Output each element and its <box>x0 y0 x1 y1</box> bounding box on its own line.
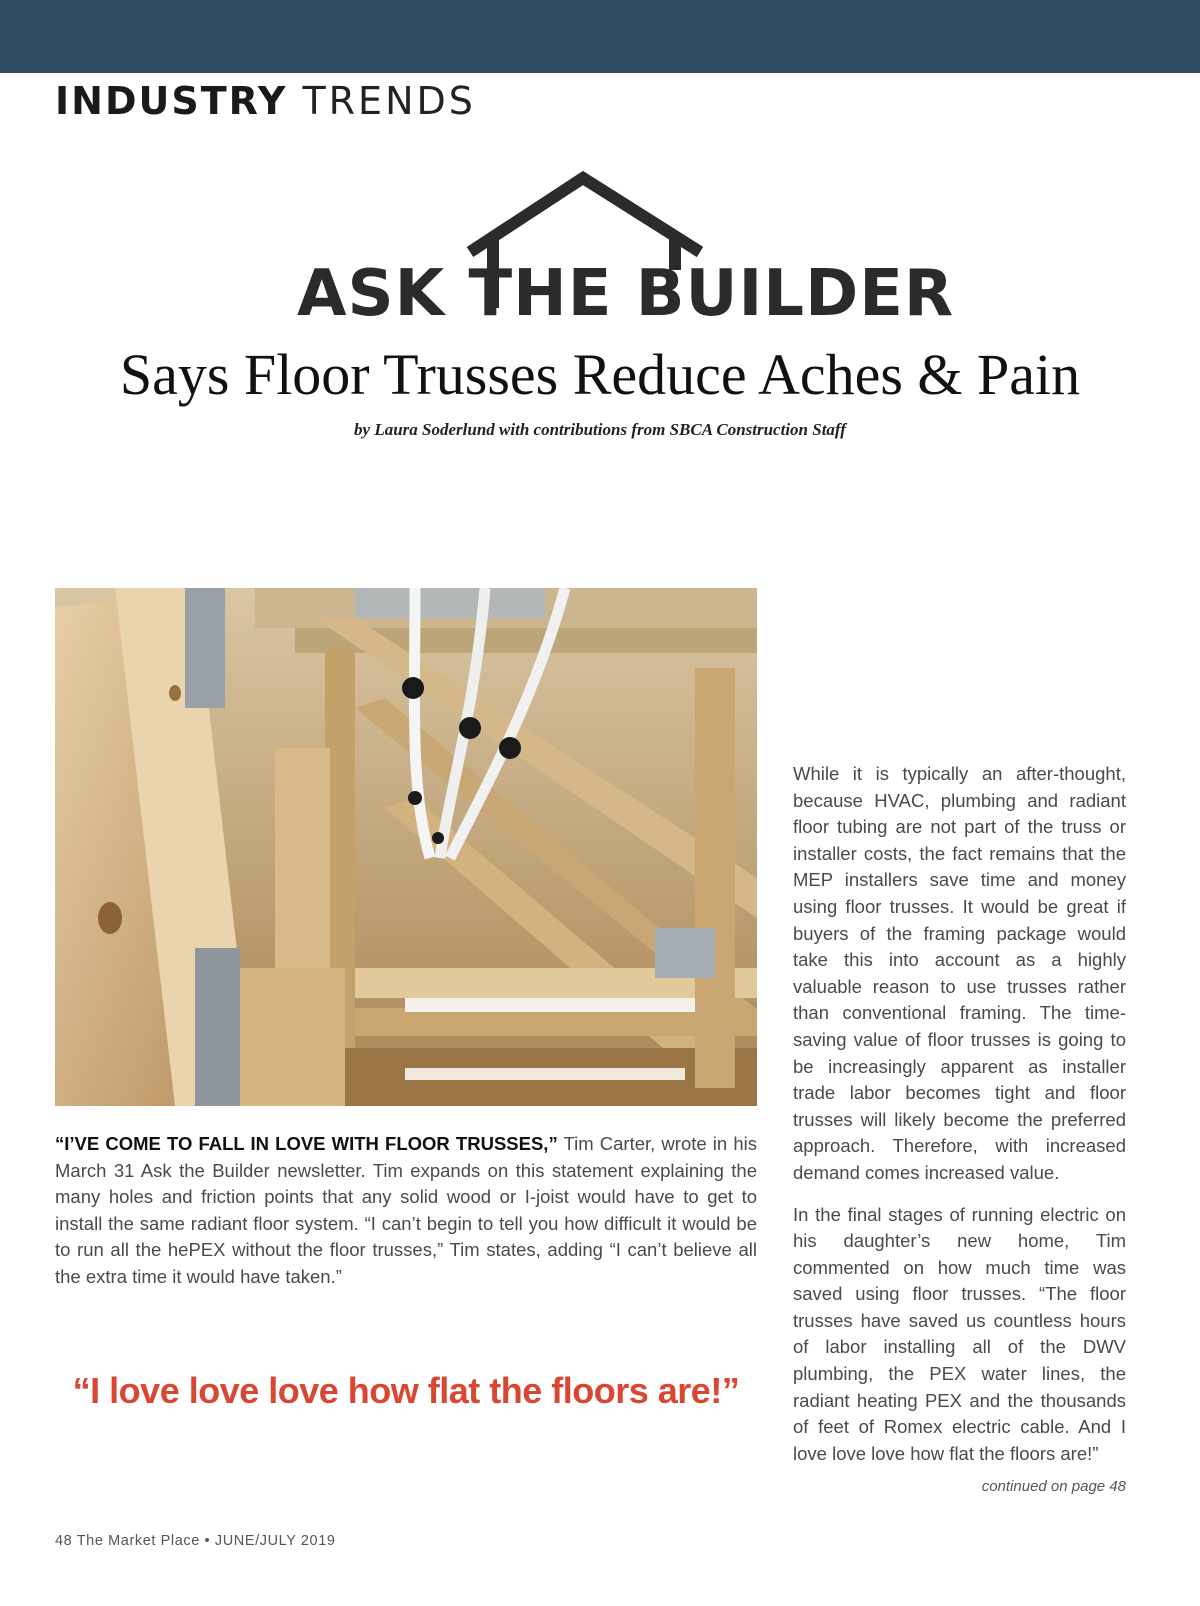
logo-wordmark: ASK THE BUILDER <box>297 257 955 331</box>
page-footer: 48 The Market Place • JUNE/JULY 2019 <box>55 1533 336 1549</box>
article-body-column <box>793 761 1126 1482</box>
floor-truss-photo <box>55 588 757 1106</box>
article-byline: by Laura Soderlund with contributions from SBCA Construction Staff <box>354 420 846 439</box>
section-heading-light: TRENDS <box>302 79 476 123</box>
photo-caption-paragraph <box>55 1131 757 1291</box>
article-headline: Says Floor Trusses Reduce Aches & Pain <box>119 342 1081 407</box>
top-color-bar <box>0 0 1200 73</box>
body-paragraph-2: In the final stages of running electric on his daughter’s new home, Tim commented on how much time was saved using floor trusses. “The floor trusses have saved us countless hours of labor installing all of the DWV plumbing, the PEX water lines, the radiant heating PEX and the thousands of feet of Romex electric cable. And I love love love how flat the floors are!” <box>793 1203 1126 1464</box>
caption-body: Tim Carter, wrote in his March 31 Ask the Builder newsletter. Tim expands on this statement explaining the many holes and friction points that any solid wood or I-joist would have to get to install the same radiant floor system. “I can’t begin to tell you how difficult it would be to run all the hePEX without the floor trusses,” Tim states, adding “I can’t believe all the extra time it would have taken.” <box>55 1133 757 1287</box>
section-heading <box>55 79 476 123</box>
body-paragraph-1: While it is typically an after-thought, because HVAC, plumbing and radiant floor tubing are not part of the truss or installer costs, the fact remains that the MEP installers save time and money using floor trusses. It would be great if buyers of the framing package would take this into account as a highly valuable reason to use trusses rather than conventional framing. The time-saving value of floor trusses is going to be increasingly apparent as installer trade labor becomes tight and floor trusses will likely become the preferred approach. Therefore, with increased demand comes increased value. <box>793 763 1126 1183</box>
section-heading-bold: INDUSTRY <box>55 79 288 123</box>
caption-lead-quote: “I’VE COME TO FALL IN LOVE WITH FLOOR TRUSSES,” <box>55 1133 558 1154</box>
continued-note: continued on page 48 <box>981 1478 1126 1495</box>
pull-quote: “I love love love how flat the floors are!” <box>72 1370 740 1411</box>
